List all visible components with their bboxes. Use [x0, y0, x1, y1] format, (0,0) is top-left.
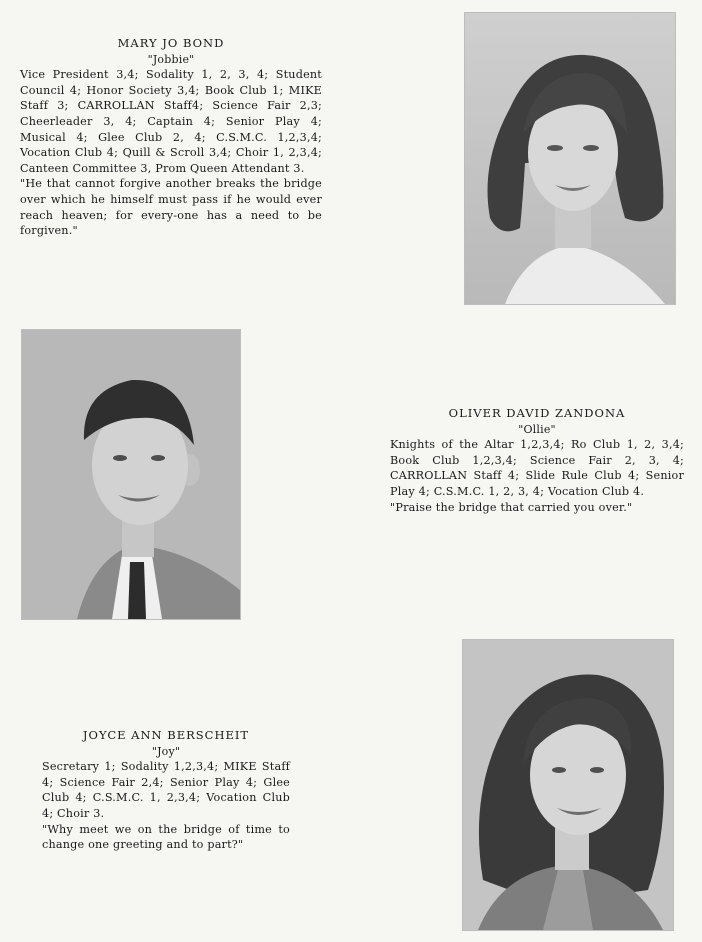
student-nickname: "Jobbie" — [147, 52, 195, 66]
student-quote: "Praise the bridge that carried you over." — [390, 500, 633, 514]
student-name: MARY JO BOND — [117, 36, 225, 50]
student-quote: "He that cannot forgive another breaks the bridge over which he himself must pass if he would ever reach heaven; for every-one has a need to be forgiven." — [20, 177, 322, 238]
student-name: OLIVER DAVID ZANDONA — [448, 406, 626, 420]
student-quote: "Why meet we on the bridge of time to change one greeting and to part?" — [42, 822, 290, 852]
portrait-photo-joyce-ann-berscheit — [463, 640, 673, 930]
student-nickname: "Ollie" — [518, 422, 556, 436]
student-entry-mary-jo-bond — [20, 36, 322, 239]
student-entry-joyce-ann-berscheit — [42, 728, 290, 853]
student-name: JOYCE ANN BERSCHEIT — [82, 728, 250, 742]
portrait-photo-mary-jo-bond — [465, 13, 675, 304]
portrait-photo-oliver-david-zandona — [22, 330, 240, 619]
student-activities: Vice President 3,4; Sodality 1, 2, 3, 4; Student Council 4; Honor Society 3,4; Book Club 1; MIKE Staff 3; CARROLLAN Staff4; Science Fair 2,3; Cheerleader 3, 4; Captain 4; Senior Play 4; Musical 4; Glee Club 2, 4; C.S.M.C. 1,2,3,4; Vocation Club 4; Quill & Scroll 3,4; Choir 1, 2,3,4; Canteen Committee 3, Prom Queen Attendant 3. — [20, 68, 322, 175]
student-activities: Knights of the Altar 1,2,3,4; Ro Club 1, 2, 3,4; Book Club 1,2,3,4; Science Fair 2, 3, 4; CARROLLAN Staff 4; Slide Rule Club 4; Senior Play 4; C.S.M.C. 1, 2, 3, 4; Vocation Club 4. — [390, 438, 684, 498]
student-nickname: "Joy" — [151, 744, 181, 758]
student-entry-oliver-david-zandona — [390, 406, 684, 515]
student-activities: Secretary 1; Sodality 1,2,3,4; MIKE Staff 4; Science Fair 2,4; Senior Play 4; Glee Club 4; C.S.M.C. 1, 2,3,4; Vocation Club 4; Choir 3. — [42, 760, 290, 820]
